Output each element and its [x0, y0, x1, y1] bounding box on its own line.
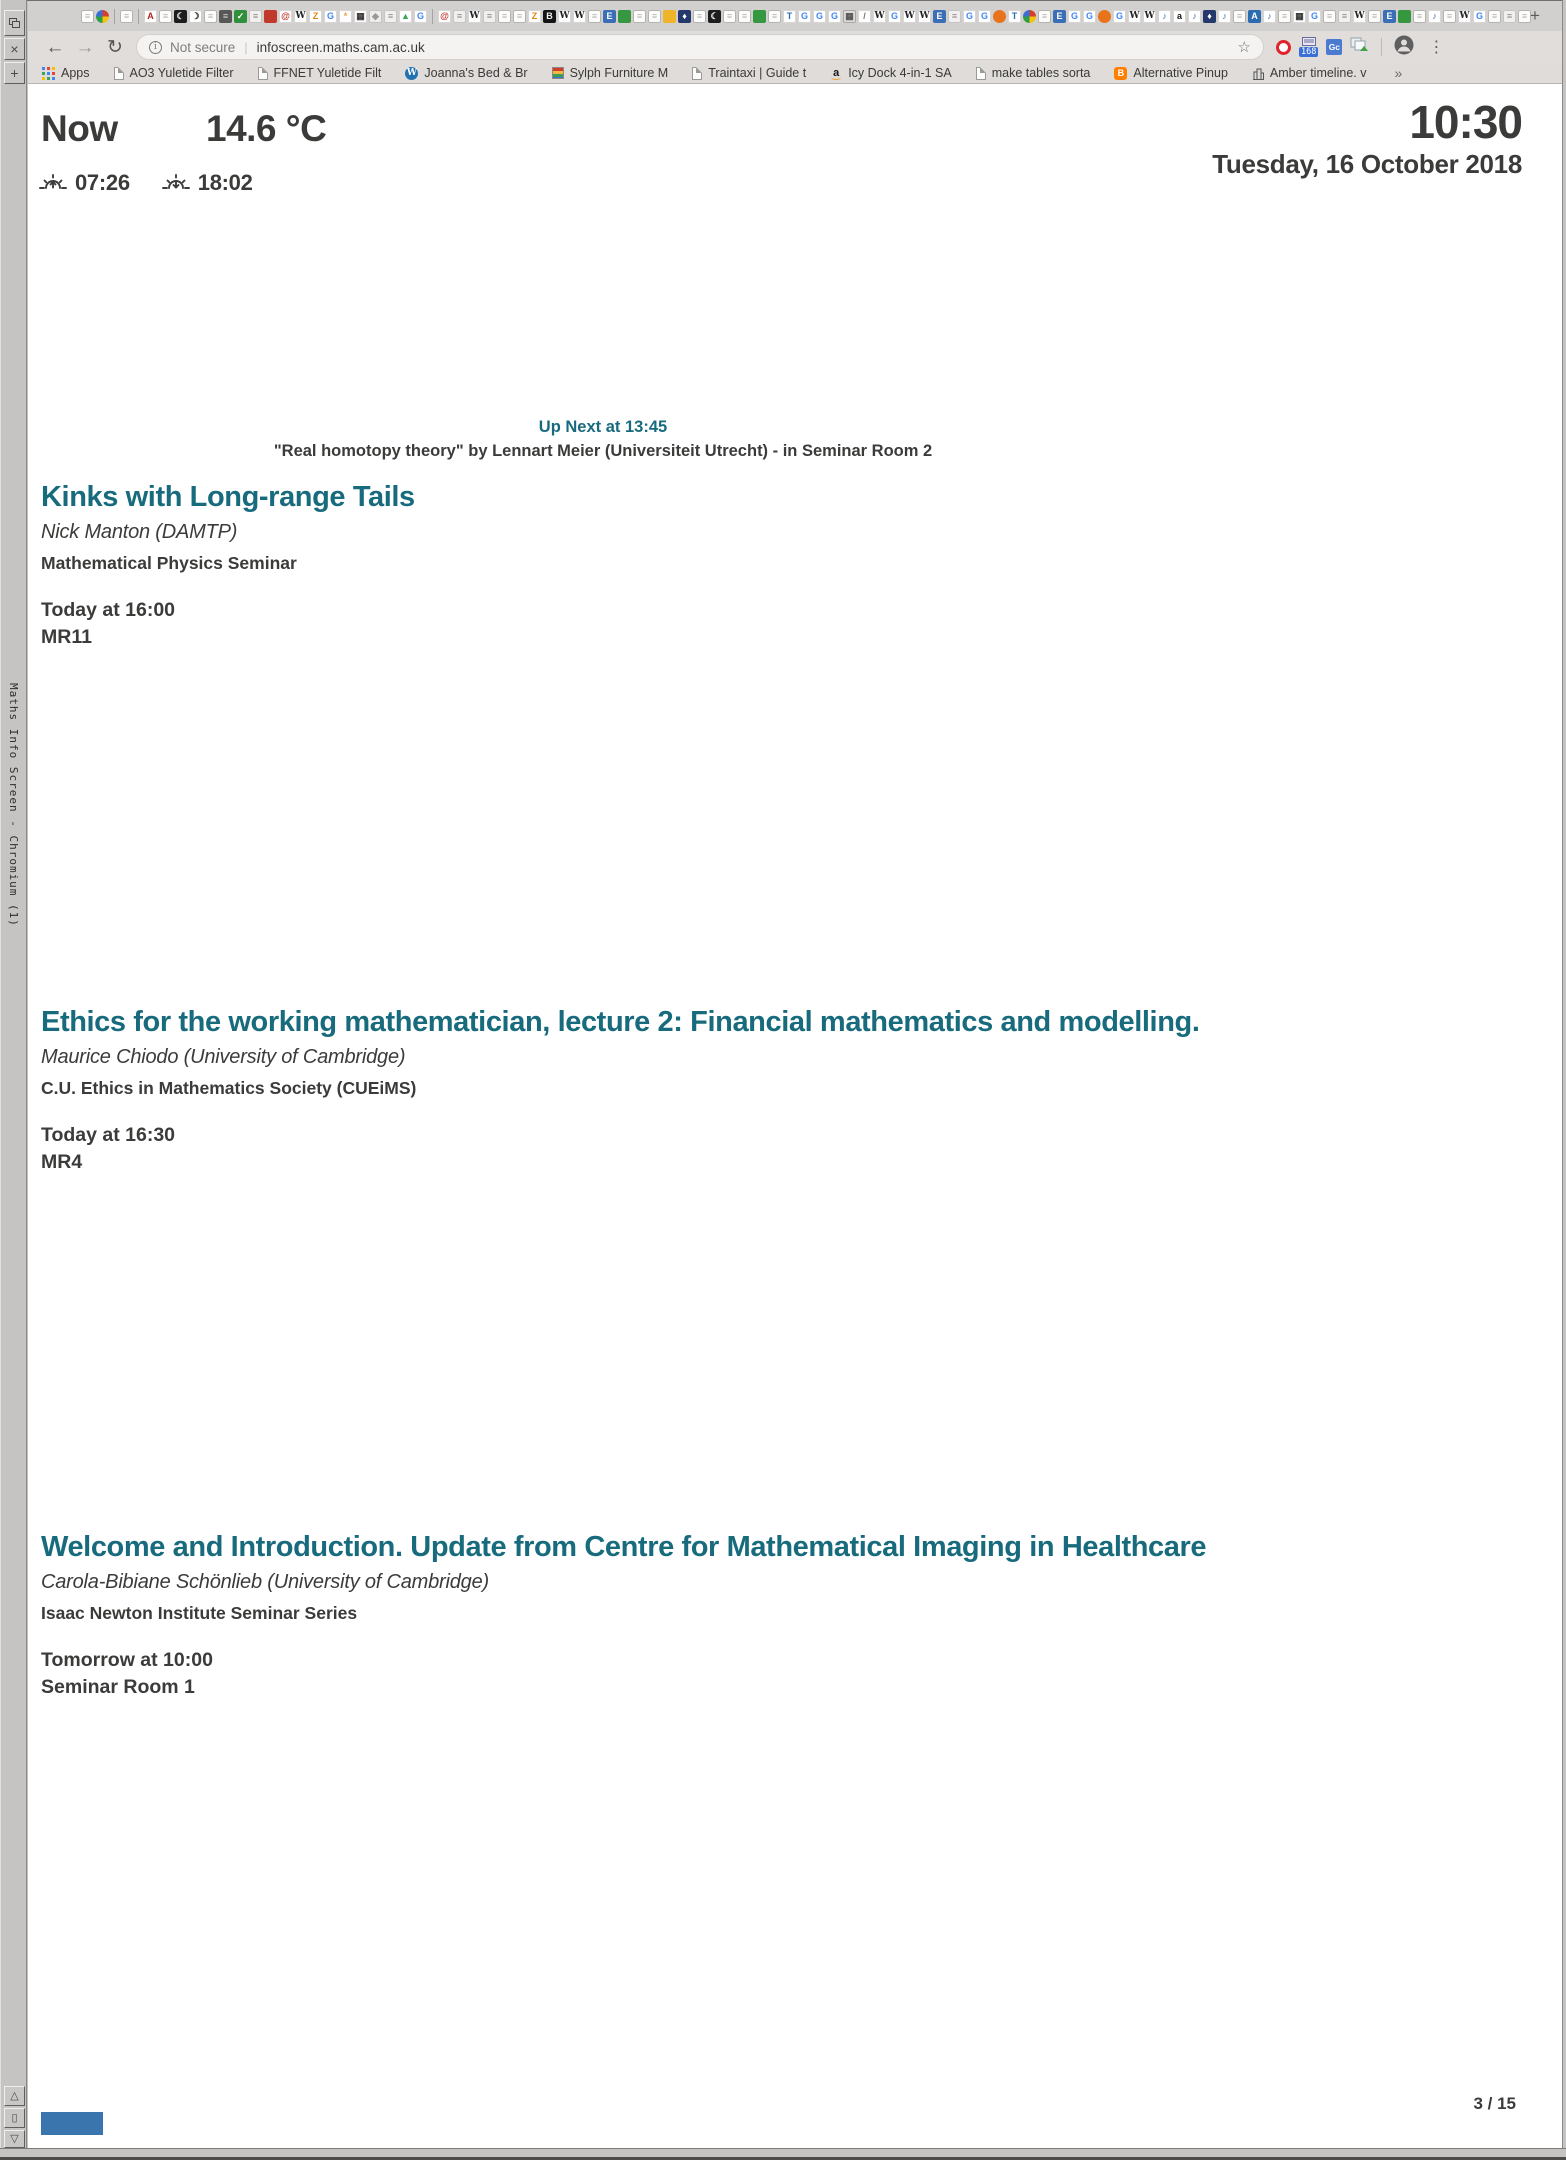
- tab-favicon-bl[interactable]: E: [1053, 10, 1066, 23]
- tab-favicon-G[interactable]: G: [963, 10, 976, 23]
- bookmark-label: Joanna's Bed & Br: [424, 66, 528, 80]
- tab-favicon-ck[interactable]: ▦: [354, 10, 367, 23]
- blogger-icon: B: [1114, 67, 1127, 80]
- tab-favicon-nbl[interactable]: ♦: [678, 10, 691, 23]
- up-next-detail: "Real homotopy theory" by Lennart Meier (Universiteit Utrecht) - in Seminar Room 2: [273, 442, 933, 460]
- bookmark-item[interactable]: [830, 66, 952, 80]
- seminar-series: Isaac Newton Institute Seminar Series: [41, 1603, 358, 1623]
- keyboard-icon: [1302, 37, 1316, 46]
- extension-badge: 168: [1301, 47, 1317, 57]
- window-close-button[interactable]: ×: [4, 38, 25, 60]
- clock-block: [1212, 98, 1522, 180]
- reload-button[interactable]: ↻: [107, 36, 123, 58]
- sunrise-icon: [39, 172, 67, 194]
- tab-favicon-W[interactable]: W: [904, 10, 915, 21]
- bookmarks-bar: [28, 63, 1562, 84]
- tab-favicon-W[interactable]: W: [574, 10, 585, 21]
- tab-favicon-nw[interactable]: ≡: [483, 10, 496, 23]
- tab-favicon-G[interactable]: G: [798, 10, 811, 23]
- tab-favicon-aB[interactable]: A: [1248, 10, 1261, 23]
- tab-favicon-nw[interactable]: ≡: [384, 10, 397, 23]
- tab-favicon-bl[interactable]: E: [603, 10, 616, 23]
- seminar-series: C.U. Ethics in Mathematics Society (CUEiMS): [41, 1078, 417, 1098]
- tab-favicon-nw[interactable]: ≡: [453, 10, 466, 23]
- window-scroll-down-button[interactable]: ▽: [4, 2130, 25, 2148]
- tab-favicon-pn[interactable]: /: [858, 10, 871, 23]
- bookmark-label: Amber timeline. v: [1269, 66, 1367, 80]
- tab-favicon-or[interactable]: [993, 10, 1006, 23]
- seminar-when: Today at 16:30: [41, 1124, 176, 1146]
- city-icon: [1252, 67, 1264, 80]
- tab-favicon-yl[interactable]: [663, 10, 676, 23]
- tab-favicon-pg[interactable]: ≡: [513, 10, 526, 23]
- page-indicator: 3 / 15: [1473, 2094, 1516, 2113]
- gc-extension-icon[interactable]: Gc: [1326, 39, 1342, 55]
- tab-favicon-pg[interactable]: ≡: [768, 10, 781, 23]
- bookmark-label: Sylph Furniture M: [569, 66, 669, 80]
- seminar-title: Kinks with Long-range Tails: [41, 481, 415, 513]
- bookmark-label: Traintaxi | Guide t: [708, 66, 807, 80]
- forward-button[interactable]: →: [75, 36, 95, 58]
- tab-favicon-W[interactable]: W: [1354, 10, 1365, 21]
- session-extension-icon[interactable]: [1350, 37, 1369, 57]
- browser-window: [28, 1, 1562, 2148]
- sun-times-row: [39, 170, 253, 196]
- bookmark-item[interactable]: [1252, 66, 1367, 80]
- tab-favicon-pg[interactable]: ≡: [1233, 10, 1246, 23]
- tab-favicon-mn2[interactable]: ☽: [189, 10, 202, 23]
- tab-favicon-G[interactable]: G: [1113, 10, 1126, 23]
- counter-extension-icon[interactable]: [1299, 37, 1318, 57]
- tab-favicon-mu[interactable]: ♪: [1218, 10, 1231, 23]
- bookmark-item[interactable]: [552, 66, 669, 80]
- tab-favicon-rA[interactable]: A: [144, 10, 157, 23]
- window-scroll-up-button[interactable]: △: [4, 2086, 25, 2106]
- tab-favicon-az[interactable]: a: [1173, 10, 1186, 23]
- tab-favicon-G[interactable]: G: [324, 10, 337, 23]
- seminar-block: [41, 1005, 1521, 1174]
- seminar-when: Tomorrow at 10:00: [41, 1649, 213, 1671]
- tab-favicon-nw[interactable]: ≡: [948, 10, 961, 23]
- extensions-area: [1276, 35, 1458, 60]
- bookmarks-overflow-chevron[interactable]: »: [1394, 65, 1403, 81]
- up-next-block: [28, 418, 1178, 461]
- tab-favicon-ball[interactable]: [96, 10, 109, 23]
- tab-favicon-fl[interactable]: *: [339, 10, 352, 23]
- tab-favicon-pg[interactable]: ≡: [633, 10, 646, 23]
- tab-favicon-bl[interactable]: E: [1383, 10, 1396, 23]
- bookmark-label: FFNET Yuletide Filt: [273, 66, 382, 80]
- tab-favicon-W[interactable]: W: [295, 10, 306, 21]
- page-icon: [976, 67, 986, 80]
- weather-now-label: Now: [41, 108, 118, 149]
- toolbar: [28, 31, 1562, 63]
- tab-favicon-pg[interactable]: ≡: [1038, 10, 1051, 23]
- tab-favicon-pg[interactable]: ≡: [1413, 10, 1426, 23]
- page-icon: [114, 67, 124, 80]
- tab-favicon-pg[interactable]: ≡: [648, 10, 661, 23]
- tab-favicon-G[interactable]: G: [813, 10, 826, 23]
- tab-favicon-mp[interactable]: ▲: [399, 10, 412, 23]
- tab-favicon-tb[interactable]: T: [1008, 10, 1021, 23]
- clock-time: 10:30: [1409, 96, 1522, 148]
- seminar-series: Mathematical Physics Seminar: [41, 553, 297, 573]
- tab-favicon-pg[interactable]: ≡: [498, 10, 511, 23]
- tab-favicon-mn[interactable]: ☾: [708, 10, 721, 23]
- bookmark-star-icon[interactable]: ☆: [1237, 39, 1251, 56]
- profile-icon[interactable]: [1394, 35, 1414, 60]
- seminar-block: [41, 480, 1521, 649]
- tab-favicon-nw[interactable]: ≡: [1338, 10, 1351, 23]
- apps-grid-icon: [42, 67, 55, 80]
- tab-favicon-W[interactable]: W: [874, 10, 885, 21]
- bookmark-item[interactable]: [405, 66, 527, 80]
- tab-favicon-dm[interactable]: ◆: [369, 10, 382, 23]
- tab-favicon-G[interactable]: G: [828, 10, 841, 23]
- tab-favicon-sp[interactable]: @: [438, 10, 451, 23]
- seminar-speaker: Carola-Bibiane Schönlieb (University of Cambridge): [41, 1571, 489, 1593]
- seminar-speaker: Nick Manton (DAMTP): [41, 521, 238, 543]
- window-plus-button[interactable]: +: [4, 62, 25, 84]
- page-icon: [692, 67, 702, 80]
- table-icon: [552, 67, 564, 79]
- tab-favicon-bx[interactable]: ≡: [219, 10, 232, 23]
- tab-favicon-zi[interactable]: Z: [528, 10, 541, 23]
- bookmark-item[interactable]: [258, 66, 382, 80]
- new-tab-button[interactable]: +: [1530, 6, 1540, 25]
- weather-temperature: 14.6 °C: [206, 108, 327, 149]
- seminar-where: Seminar Room 1: [41, 1676, 195, 1698]
- tab-favicon-pg[interactable]: ≡: [81, 10, 94, 23]
- tab-favicon-nw[interactable]: ≡: [249, 10, 262, 23]
- sunset-time: 18:02: [197, 170, 253, 195]
- tab-favicon-bl[interactable]: E: [933, 10, 946, 23]
- page-content: [28, 84, 1562, 2148]
- tab-favicon-tb[interactable]: T: [783, 10, 796, 23]
- tab-favicon-zi[interactable]: Z: [309, 10, 322, 23]
- apps-shortcut[interactable]: [42, 66, 90, 80]
- tab-favicon-G[interactable]: G: [1473, 10, 1486, 23]
- tab-favicon-pg[interactable]: ≡: [1278, 10, 1291, 23]
- window-scroll-slider[interactable]: ▯: [4, 2108, 25, 2128]
- wordpress-icon: W: [406, 67, 417, 78]
- bookmark-label: AO3 Yuletide Filter: [129, 66, 234, 80]
- restore-icon: [9, 18, 20, 28]
- tab-favicon-G[interactable]: G: [414, 10, 427, 23]
- tab-favicon-pg[interactable]: ≡: [723, 10, 736, 23]
- seminar-block: [41, 1530, 1521, 1699]
- opera-extension-icon[interactable]: [1276, 40, 1291, 55]
- seminar-title: Ethics for the working mathematician, lecture 2: Financial mathematics and modelling.: [41, 1006, 1200, 1038]
- tab-favicon-pg[interactable]: ≡: [1518, 10, 1531, 23]
- window-restore-button[interactable]: [4, 10, 25, 36]
- tab-group-separator: [138, 9, 139, 24]
- tab-favicon-mu[interactable]: ♪: [1158, 10, 1171, 23]
- tab-favicon-sh[interactable]: ✓: [234, 10, 247, 23]
- sunset-icon: [162, 172, 190, 194]
- tab-strip: [28, 1, 1562, 31]
- bookmark-item[interactable]: [114, 66, 234, 80]
- tab-favicon-pg[interactable]: ≡: [1368, 10, 1381, 23]
- bookmark-label: Alternative Pinup: [1133, 66, 1228, 80]
- tab-favicon-mu[interactable]: ♪: [1188, 10, 1201, 23]
- bookmark-item[interactable]: [1114, 66, 1228, 80]
- tab-favicon-bq[interactable]: B: [543, 10, 556, 23]
- tab-favicon-G[interactable]: G: [1308, 10, 1321, 23]
- tab-favicon-sp[interactable]: @: [279, 10, 292, 23]
- bookmark-label: Icy Dock 4-in-1 SA: [848, 66, 952, 80]
- tab-favicon-G[interactable]: G: [978, 10, 991, 23]
- tab-favicon-G[interactable]: G: [888, 10, 901, 23]
- bookmark-label: make tables sorta: [991, 66, 1091, 80]
- window-title-vertical: Maths Info Screen - Chromium (1): [7, 683, 20, 927]
- tab-favicon-ca[interactable]: ▦: [843, 10, 856, 23]
- tab-favicon-or[interactable]: [1098, 10, 1111, 23]
- url-text: infoscreen.maths.cam.ac.uk: [256, 39, 425, 55]
- tab-favicon-mu[interactable]: ♪: [1428, 10, 1441, 23]
- seminar-where: MR4: [41, 1151, 83, 1173]
- tab-favicon-gn[interactable]: [618, 10, 631, 23]
- tab-favicon-pg[interactable]: ≡: [1488, 10, 1501, 23]
- up-next-heading: Up Next at 13:45: [538, 418, 668, 436]
- tab-favicon-gn[interactable]: [1398, 10, 1411, 23]
- seminar-when: Today at 16:00: [41, 599, 176, 621]
- seminar-where: MR11: [41, 626, 92, 648]
- tab-favicon-pg[interactable]: ≡: [693, 10, 706, 23]
- tab-favicon-nbl[interactable]: ♦: [1203, 10, 1216, 23]
- tab-favicon-pg[interactable]: ≡: [1443, 10, 1456, 23]
- tab-favicon-pg[interactable]: ≡: [204, 10, 217, 23]
- tab-group-separator: [114, 9, 115, 24]
- security-label: Not secure: [170, 39, 236, 55]
- tab-favicon-pg[interactable]: ≡: [588, 10, 601, 23]
- tab-favicon-G[interactable]: G: [1068, 10, 1081, 23]
- tab-favicon-W[interactable]: W: [919, 10, 930, 21]
- page-rotation-progress-bar: [41, 2112, 103, 2135]
- sunrise-time: 07:26: [75, 170, 130, 195]
- tab-favicon-G[interactable]: G: [1083, 10, 1096, 23]
- address-bar[interactable]: [136, 34, 1264, 60]
- toolbar-separator: [1381, 38, 1382, 56]
- tab-favicon-ck[interactable]: ▦: [1293, 10, 1306, 23]
- tab-favicons: [80, 9, 1532, 24]
- tab-favicon-rd[interactable]: [264, 10, 277, 23]
- amazon-icon: a: [830, 67, 842, 80]
- tab-favicon-mu[interactable]: ♪: [1263, 10, 1276, 23]
- bookmark-item[interactable]: [692, 66, 806, 80]
- tab-favicon-W[interactable]: W: [1144, 10, 1155, 21]
- window-left-frame: [0, 0, 27, 2148]
- tab-favicon-W[interactable]: W: [469, 10, 480, 21]
- page-icon: [258, 67, 268, 80]
- tab-favicon-pg[interactable]: ≡: [120, 10, 133, 23]
- back-button[interactable]: ←: [45, 36, 65, 58]
- url-divider: |: [244, 39, 248, 55]
- bookmark-item[interactable]: [976, 66, 1091, 80]
- tab-group-separator: [432, 9, 433, 24]
- tab-favicon-ball[interactable]: [1023, 10, 1036, 23]
- apps-label: Apps: [61, 66, 90, 80]
- window-right-frame: [1562, 0, 1566, 2148]
- tab-favicon-pg[interactable]: ≡: [738, 10, 751, 23]
- tab-favicon-nw[interactable]: ≡: [1503, 10, 1516, 23]
- tab-favicon-W[interactable]: W: [559, 10, 570, 21]
- browser-menu-icon[interactable]: ⋮: [1428, 39, 1445, 56]
- tab-favicon-pg[interactable]: ≡: [1323, 10, 1336, 23]
- window-bottom-frame: [0, 2148, 1566, 2160]
- tab-favicon-pg[interactable]: ≡: [159, 10, 172, 23]
- tab-favicon-W[interactable]: W: [1129, 10, 1140, 21]
- seminar-title: Welcome and Introduction. Update from Centre for Mathematical Imaging in Healthcare: [41, 1531, 1207, 1563]
- tab-favicon-mn[interactable]: ☾: [174, 10, 187, 23]
- info-icon[interactable]: i: [149, 41, 162, 54]
- tab-favicon-W[interactable]: W: [1459, 10, 1470, 21]
- tab-favicon-gn[interactable]: [753, 10, 766, 23]
- seminar-speaker: Maurice Chiodo (University of Cambridge): [41, 1046, 406, 1068]
- clock-date: Tuesday, 16 October 2018: [1212, 149, 1522, 180]
